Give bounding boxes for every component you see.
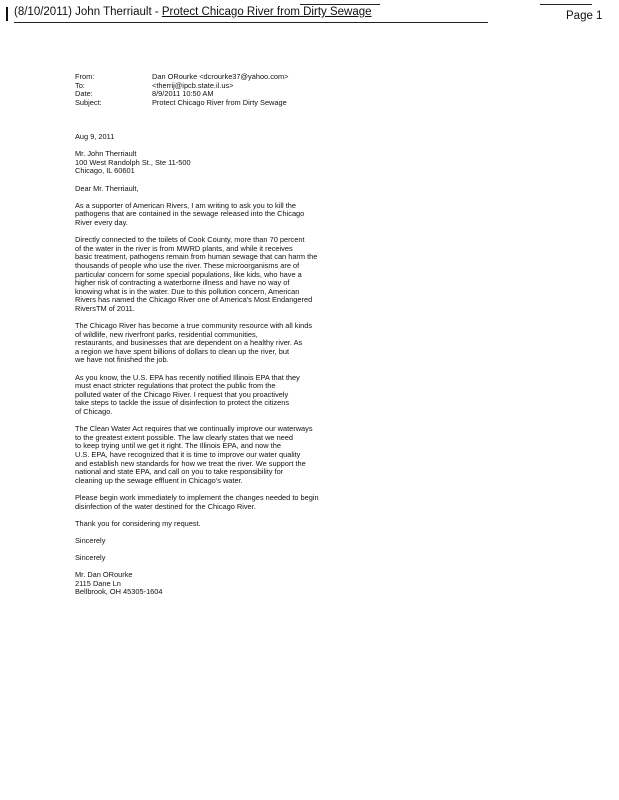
text-line: national and state EPA, and call on you to take responsibility for — [75, 467, 284, 477]
text-line: higher risk of contracting a waterborne illness and have no way of — [75, 278, 290, 288]
text-line: take steps to tackle the issue of disinfection to protect the citizens — [75, 398, 290, 408]
document-header — [14, 6, 372, 18]
text-line: Sincerely — [75, 553, 106, 563]
text-line: 100 West Randolph St., Ste 11-500 — [75, 157, 191, 167]
paragraph — [75, 374, 545, 417]
text-line: River every day. — [75, 217, 128, 227]
text-line: to the greatest extent possible. The law clearly states that we need — [75, 432, 294, 442]
text-line: Sincerely — [75, 535, 106, 545]
text-line: must enact stricter regulations that protect the public from the — [75, 381, 276, 391]
text-line: to keep trying until we get it right. The Illinois EPA, and now the — [75, 441, 281, 451]
meta-value: Dan ORourke <dcrourke37@yahoo.com> — [152, 72, 289, 81]
text-line: polluted water of the Chicago River. I request that you proactively — [75, 389, 289, 399]
text-line: of wildlife, new riverfront parks, residential communities, — [75, 329, 258, 339]
text-line: As a supporter of American Rivers, I am writing to ask you to kill the — [75, 200, 296, 210]
text-line: we have not finished the job. — [75, 355, 169, 365]
meta-key: Subject: — [75, 97, 102, 107]
text-line: of the water in the river is from MWRD plants, and while it receives — [75, 243, 293, 253]
text-line: Chicago, IL 60601 — [75, 166, 135, 176]
salutation — [75, 185, 545, 194]
text-line: Bellbrook, OH 45305-1604 — [75, 587, 163, 597]
meta-value: <therrij@ipcb.state.il.us> — [152, 80, 234, 90]
text-line: Please begin work immediately to implement the changes needed to begin — [75, 492, 319, 502]
letter-date — [75, 133, 545, 142]
text-line: U.S. EPA, have recognized that it is time to improve our water quality — [75, 449, 301, 459]
text-line: Mr. John Therriault — [75, 149, 137, 159]
header-margin-bar — [6, 7, 8, 21]
text-line: 2115 Dane Ln — [75, 578, 121, 588]
text-line: Aug 9, 2011 — [75, 132, 115, 141]
letter-body — [75, 133, 545, 606]
paragraph — [75, 322, 545, 365]
text-line: Dear Mr. Therriault, — [75, 183, 139, 193]
text-line: The Clean Water Act requires that we continually improve our waterways — [75, 424, 313, 434]
text-line: knowing what is in the water. Due to this pollution concern, American — [75, 286, 300, 296]
paragraph — [75, 236, 545, 313]
text-line: Mr. Dan ORourke — [75, 570, 133, 580]
page-number: Page 1 — [566, 10, 603, 22]
text-line: Directly connected to the toilets of Cook County, more than 70 percent — [75, 235, 305, 245]
meta-value: 8/9/2011 10:50 AM — [152, 89, 214, 99]
text-line: pathogens that are contained in the sewage released into the Chicago — [75, 209, 305, 219]
text-line: thousands of people who use the river. These microorganisms are of — [75, 260, 300, 270]
paragraph — [75, 554, 545, 563]
meta-key: From: — [75, 72, 95, 81]
text-line: basic treatment, pathogens remain from human sewage that can harm the — [75, 252, 318, 262]
text-line: a region we have spent billions of dollars to clean up the river, but — [75, 346, 290, 356]
paragraph — [75, 537, 545, 546]
recipient-address — [75, 150, 545, 176]
header-rule-right — [540, 4, 592, 5]
text-line: Thank you for considering my request. — [75, 518, 201, 528]
paragraph — [75, 425, 545, 485]
email-meta — [75, 73, 289, 107]
header-date-author: (8/10/2011) John Therriault - — [14, 6, 162, 18]
text-line: RiversTM of 2011. — [75, 303, 135, 313]
text-line: As you know, the U.S. EPA has recently notified Illinois EPA that they — [75, 372, 300, 382]
meta-key: Date: — [75, 89, 93, 99]
header-title: Protect Chicago River from Dirty Sewage — [161, 6, 372, 18]
meta-key: To: — [75, 80, 85, 90]
paragraph — [75, 202, 545, 228]
text-line: The Chicago River has become a true community resource with all kinds — [75, 321, 313, 331]
text-line: restaurants, and businesses that are dependent on a healthy river. As — [75, 338, 303, 348]
header-underline — [14, 22, 488, 23]
text-line: cleaning up the sewage effluent in Chicago's water. — [75, 475, 243, 485]
letter-paragraphs — [75, 202, 545, 563]
header-rule-left — [300, 4, 380, 5]
meta-subject — [75, 99, 289, 108]
paragraph — [75, 520, 545, 529]
text-line: of Chicago. — [75, 407, 113, 416]
text-line: disinfection of the water destined for the Chicago River. — [75, 501, 256, 511]
meta-value: Protect Chicago River from Dirty Sewage — [152, 97, 287, 107]
text-line: and establish new standards for how we treat the river. We support the — [75, 458, 306, 468]
text-line: Rivers has named the Chicago River one of America's Most Endangered — [75, 295, 313, 305]
paragraph — [75, 494, 545, 511]
text-line: particular concern for some special populations, like kids, who have a — [75, 269, 302, 279]
signature-block — [75, 571, 545, 597]
